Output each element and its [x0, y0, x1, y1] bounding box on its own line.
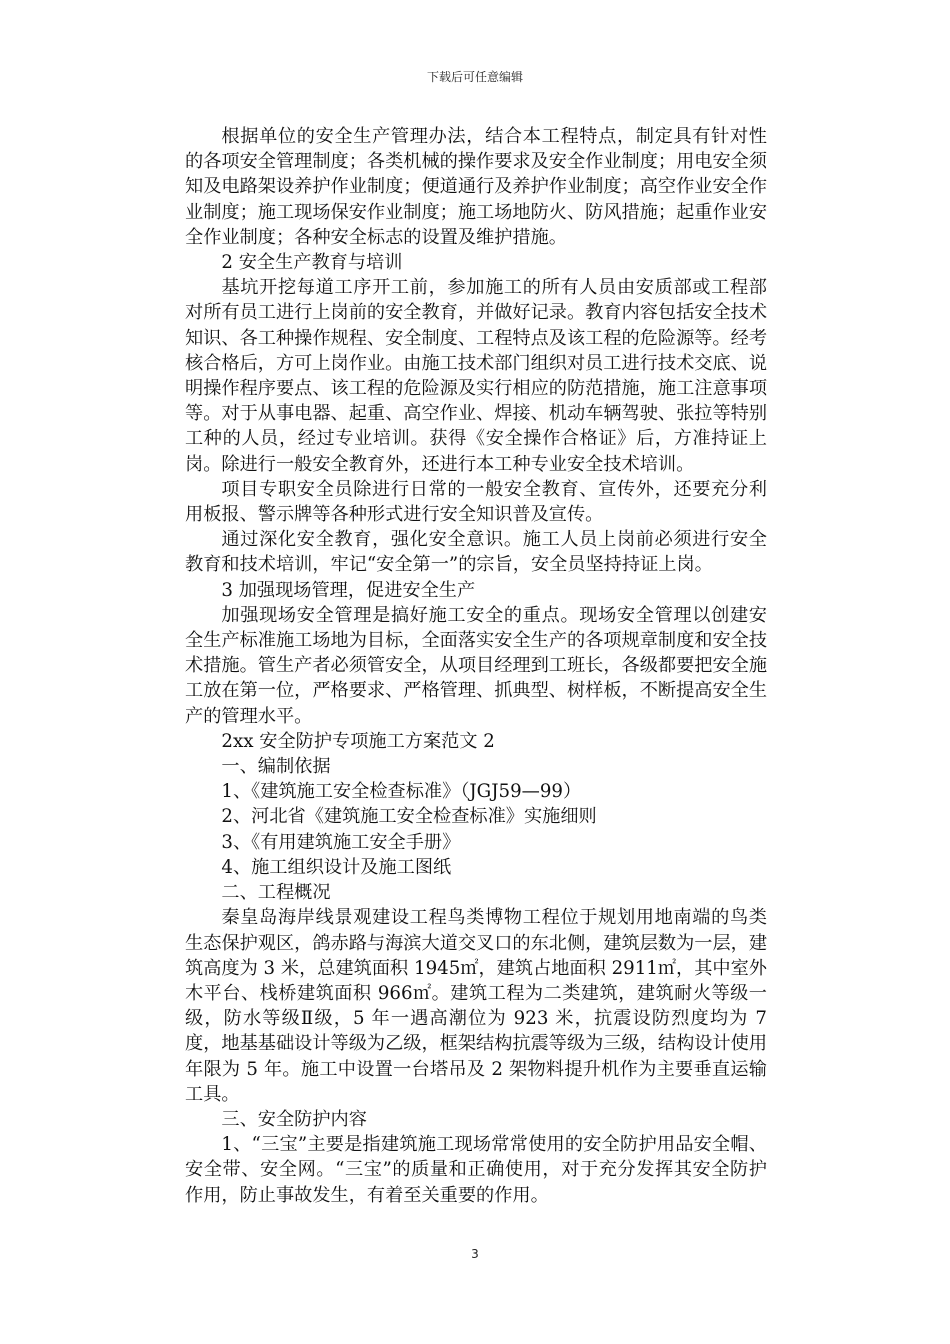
section-heading: 二、工程概况 [221, 882, 331, 904]
paragraph: 根据单位的安全生产管理办法，结合本工程特点，制定具有针对性的各项安全管理制度；各类机械的操作要求及安全作业制度；用电安全须知及电路架设养护作业制度；便道通行及养护作业制度；高空作业安全作业制度；施工现场保安作业制度；施工场地防火、防风措施；起重作业安全作业制度；各种安全标志的设置及维护措施。 [185, 126, 768, 248]
section-heading: 2 安全生产教育与培训 [221, 252, 403, 274]
list-item: 3、《有用建筑施工安全手册》 [221, 831, 461, 853]
section-heading: 一、编制依据 [221, 756, 331, 778]
paragraph: 基坑开挖每道工序开工前，参加施工的所有人员由安质部或工程部对所有员工进行上岗前的安全教育，并做好记录。教育内容包括安全技术知识、各工种操作规程、安全制度、工程特点及该工程的危险源等。经考核合格后，方可上岗作业。由施工技术部门组织对员工进行技术交底、说明操作程序要点、该工程的危险源及实行相应的防范措施，施工注意事项等。对于从事电器、起重、高空作业、焊接、机动车辆驾驶、张拉等特别工种的人员，经过专业培训。获得《安全操作合格证》后，方准持证上岗。除进行一般安全教育外，还进行本工种专业安全技术培训。 [185, 277, 768, 475]
paragraph: 加强现场安全管理是搞好施工安全的重点。现场安全管理以创建安全生产标准施工场地为目标，全面落实安全生产的各项规章制度和安全技术措施。管生产者必须管安全，从项目经理到工班长，各级都要把安全施工放在第一位，严格要求、严格管理、抓典型、树样板，不断提高安全生产的管理水平。 [185, 604, 768, 727]
list-item: 4、施工组织设计及施工图纸 [221, 856, 452, 878]
paragraph: 秦皇岛海岸线景观建设工程鸟类博物工程位于规划用地南端的鸟类生态保护观区，鸽赤路与海滨大道交叉口的东北侧，建筑层数为一层，建筑高度为 3 米，总建筑面积 1945㎡，建筑占地面积 2911㎡，其中室外木平台、栈桥建筑面积 966㎡。建筑工程为二类建筑，建筑耐火等级一级，防水等级Ⅱ级，5 年一遇高潮位为 923 米，抗震设防烈度均为 7 度，地基基础设计等级为乙级，框架结构抗震等级为三级，结构设计使用年限为 5 年。施工中设置一台塔吊及 2 架物料提升机作为主要垂直运输工具。 [185, 907, 768, 1105]
page-number: 3 [471, 1247, 479, 1261]
paragraph: 项目专职安全员除进行日常的一般安全教育、宣传外，还要充分利用板报、警示牌等各种形式进行安全知识普及宣传。 [185, 478, 767, 526]
list-item: 1、《建筑施工安全检查标准》（JGJ59—99） [221, 781, 582, 803]
header-note: 下载后可任意编辑 [426, 70, 523, 84]
document-body [185, 124, 767, 1208]
section-heading: 三、安全防护内容 [221, 1108, 367, 1130]
document-title: 2xx 安全防护专项施工方案范文 2 [221, 730, 495, 752]
section-heading: 3 加强现场管理，促进安全生产 [221, 579, 476, 601]
list-item: 2、河北省《建筑施工安全检查标准》实施细则 [221, 806, 597, 828]
paragraph: 通过深化安全教育，强化安全意识。施工人员上岗前必须进行安全教育和技术培训，牢记“安全第一”的宗旨，安全员坚持持证上岗。 [185, 529, 767, 576]
paragraph: 1、“三宝”主要是指建筑施工现场常常使用的安全防护用品安全帽、安全带、安全网。“三宝”的质量和正确使用，对于充分发挥其安全防护作用，防止事故发生，有着至关重要的作用。 [185, 1134, 767, 1206]
